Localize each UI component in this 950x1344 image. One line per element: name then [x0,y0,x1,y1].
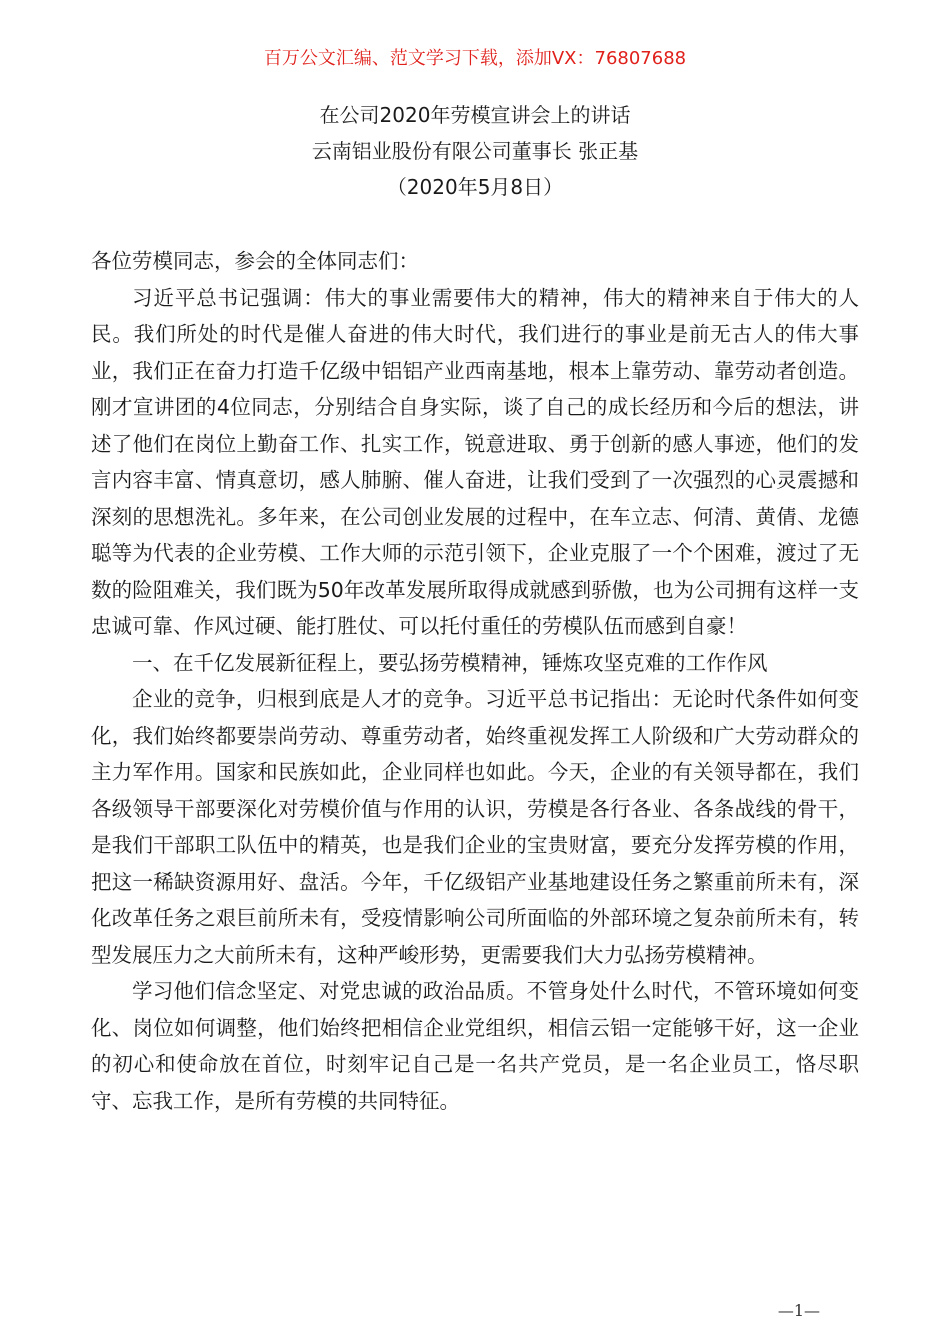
page-number: —1— [777,1301,820,1320]
paragraph-intro: 习近平总书记强调：伟大的事业需要伟大的精神，伟大的精神来自于伟大的人民。我们所处的时代是催人奋进的伟大时代，我们进行的事业是前无古人的伟大事业，我们正在奋力打造千亿级中铝铝产业西南基地，根本上靠劳动、靠劳动者创造。刚才宣讲团的4位同志，分别结合自身实际，谈了自己的成长经历和今后的想法，讲述了他们在岗位上勤奋工作、扎实工作，锐意进取、勇于创新的感人事迹，他们的发言内容丰富、情真意切，感人肺腑、催人奋进，让我们受到了一次强烈的心灵震撼和深刻的思想洗礼。多年来，在公司创业发展的过程中，在车立志、何清、黄倩、龙德聪等为代表的企业劳模、工作大师的示范引领下，企业克服了一个个困难，渡过了无数的险阻难关，我们既为50年改革发展所取得成就感到骄傲，也为公司拥有这样一支忠诚可靠、作风过硬、能打胜仗、可以托付重任的劳模队伍而感到自豪！ [91,285,859,638]
paragraph-political-quality: 学习他们信念坚定、对党忠诚的政治品质。不管身处什么时代，不管环境如何变化、岗位如何调整，他们始终把相信企业党组织，相信云铝一定能够干好，这一企业的初心和使命放在首位，时刻牢记自己是一名共产党员，是一名企业员工，恪尽职守、忘我工作，是所有劳模的共同特征。 [91,979,859,1113]
document-body [91,243,859,1119]
paragraph-competition: 企业的竞争，归根到底是人才的竞争。习近平总书记指出：无论时代条件如何变化，我们始终都要崇尚劳动、尊重劳动者，始终重视发挥工人阶级和广大劳动群众的主力军作用。国家和民族如此，企业同样也如此。今天，企业的有关领导都在，我们各级领导干部要深化对劳模价值与作用的认识，劳模是各行各业、各条战线的骨干，是我们干部职工队伍中的精英，也是我们企业的宝贵财富，要充分发挥劳模的作用，把这一稀缺资源用好、盘活。今年，千亿级铝产业基地建设任务之繁重前所未有，深化改革任务之艰巨前所未有，受疫情影响公司所面临的外部环境之复杂前所未有，转型发展压力之大前所未有，这种严峻形势，更需要我们大力弘扬劳模精神。 [91,687,859,967]
section-heading-1: 一、在千亿发展新征程上，要弘扬劳模精神，锤炼攻坚克难的工作作风 [132,650,768,675]
document-title: 在公司2020年劳模宣讲会上的讲话 [319,103,631,127]
document-title-block [0,97,950,205]
speech-date: （2020年5月8日） [386,175,564,199]
salutation: 各位劳模同志，参会的全体同志们： [91,249,419,273]
watermark-banner: 百万公文汇编、范文学习下载，添加VX：76807688 [263,48,687,69]
speaker-line: 云南铝业股份有限公司董事长 张正基 [311,139,639,163]
